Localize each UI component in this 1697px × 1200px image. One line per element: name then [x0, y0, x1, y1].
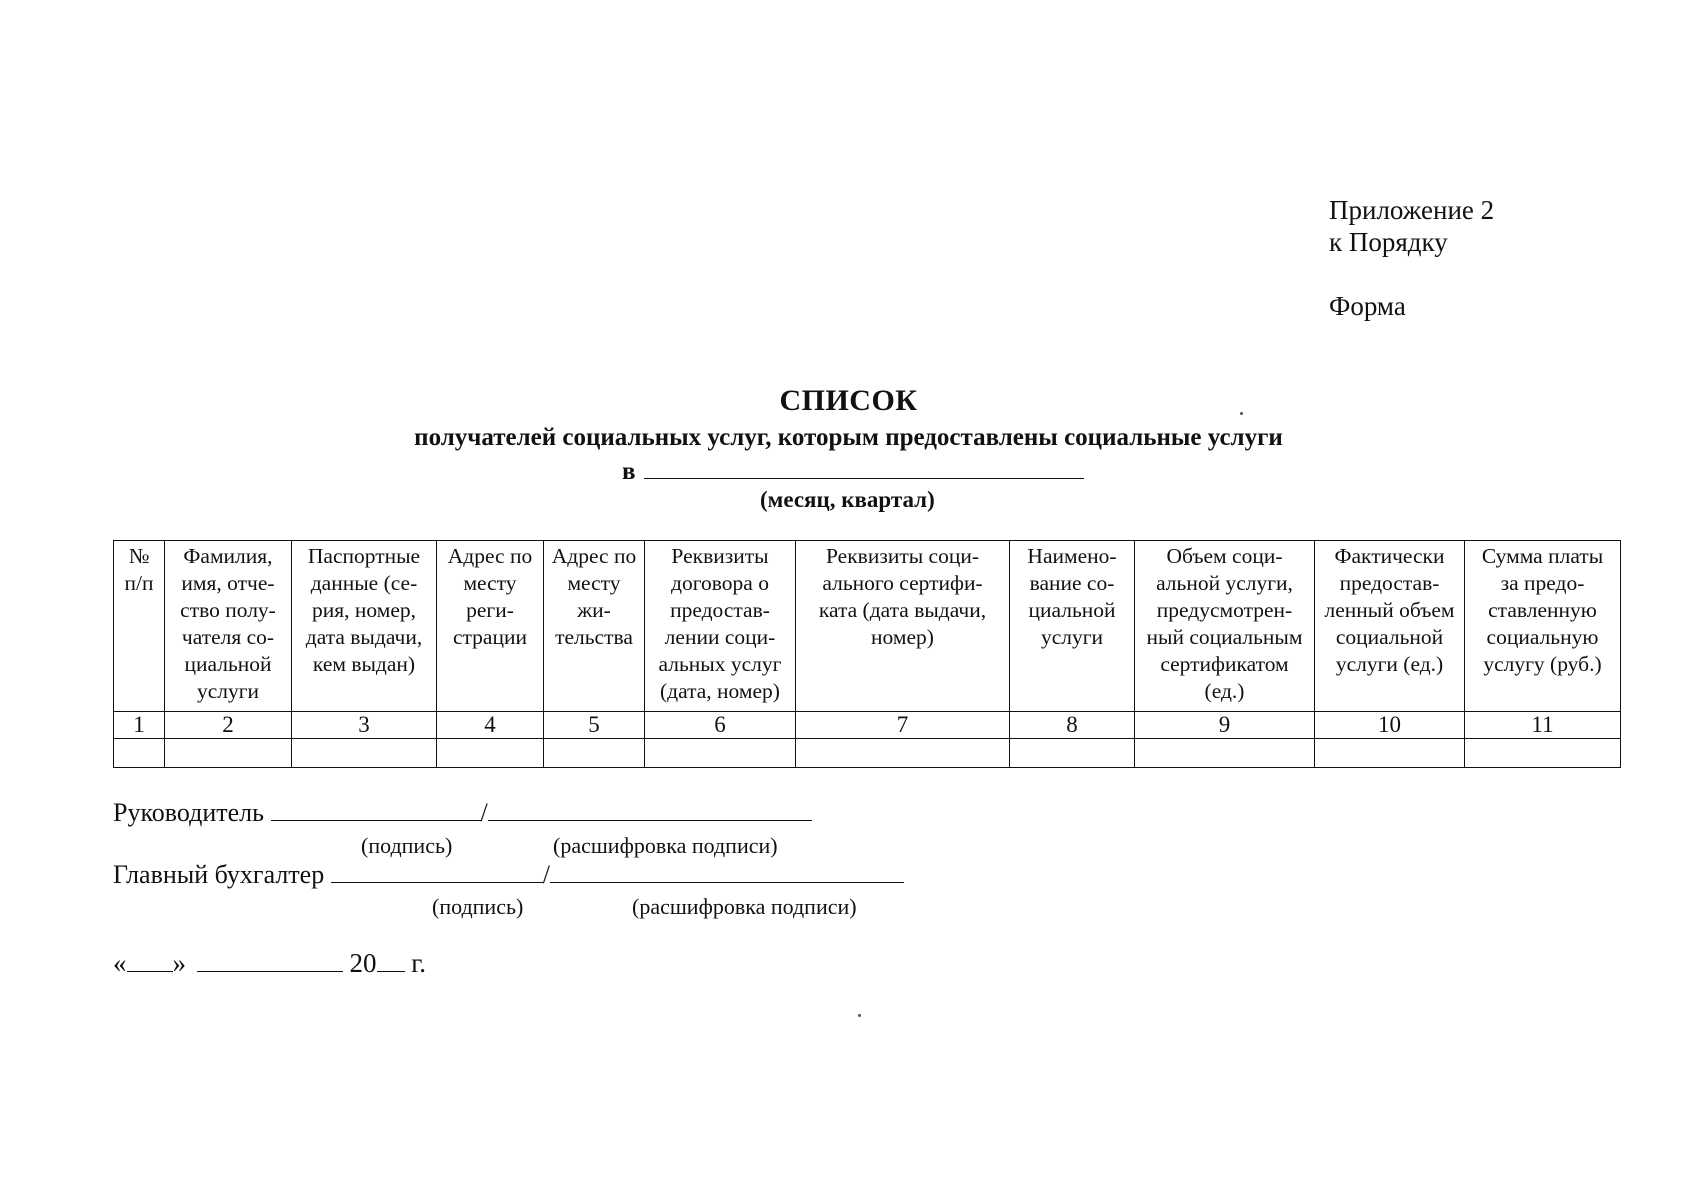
- header-cell-certificate-details: Реквизиты соци- ального сертифи- ката (дата выдачи, номер): [796, 541, 1010, 712]
- head-decode-field[interactable]: [488, 800, 812, 821]
- table-column-numbers-row: [114, 712, 1621, 739]
- header-cell-residence-address: Адрес по месту жи- тельства: [544, 541, 645, 712]
- period-line: [622, 456, 1084, 486]
- scan-speck: [858, 1014, 861, 1017]
- accountant-decode-hint: (расшифровка подписи): [632, 894, 857, 919]
- header-cell-service-name: Наимено- вание со- циальной услуги: [1010, 541, 1135, 712]
- head-decode-hint: (расшифровка подписи): [553, 833, 778, 858]
- appendix-number: Приложение 2: [1329, 195, 1495, 225]
- table-row: [114, 739, 1621, 768]
- table-cell[interactable]: [544, 739, 645, 768]
- recipients-table: [113, 540, 1621, 768]
- table-cell[interactable]: [1010, 739, 1135, 768]
- accountant-sign-hint: (подпись): [432, 894, 524, 919]
- column-number-cell: 2: [165, 712, 292, 739]
- period-prefix: в: [622, 458, 636, 485]
- document-subtitle: получателей социальных услуг, которым предоставлены социальные услуги: [414, 424, 1283, 451]
- table-header-row: [114, 541, 1621, 712]
- day-field[interactable]: [127, 951, 173, 972]
- scan-speck: [1240, 412, 1243, 415]
- accountant-signature-field[interactable]: [331, 862, 543, 883]
- form-label: Форма: [1329, 291, 1406, 321]
- date-line: [113, 948, 426, 979]
- table-cell[interactable]: [1465, 739, 1621, 768]
- column-number-cell: 1: [114, 712, 165, 739]
- period-hint: (месяц, квартал): [760, 487, 935, 512]
- column-number-cell: 5: [544, 712, 645, 739]
- signature-slash: /: [480, 798, 488, 827]
- column-number-cell: 9: [1135, 712, 1315, 739]
- column-number-cell: 3: [292, 712, 437, 739]
- document-title: СПИСОК: [779, 384, 918, 417]
- column-number-cell: 11: [1465, 712, 1621, 739]
- header-cell-contract-details: Реквизиты договора о предостав- лении соци- альных услуг (дата, номер): [645, 541, 796, 712]
- table-cell[interactable]: [1315, 739, 1465, 768]
- date-close-quote: »: [172, 948, 186, 978]
- table-cell[interactable]: [645, 739, 796, 768]
- header-cell-passport: Паспортные данные (се- рия, номер, дата выдачи, кем выдан): [292, 541, 437, 712]
- header-cell-actual-volume: Фактически предостав- ленный объем социальной услуги (ед.): [1315, 541, 1465, 712]
- column-number-cell: 7: [796, 712, 1010, 739]
- table-cell[interactable]: [796, 739, 1010, 768]
- month-field[interactable]: [197, 951, 343, 972]
- accountant-label: Главный бухгалтер: [113, 860, 325, 889]
- year-field[interactable]: [377, 951, 405, 972]
- header-cell-certificate-volume: Объем соци- альной услуги, предусмотрен- ный социальным сертификатом (ед.): [1135, 541, 1315, 712]
- appendix-reference: к Порядку: [1329, 227, 1448, 257]
- accountant-decode-field[interactable]: [550, 862, 904, 883]
- period-blank-field[interactable]: [644, 456, 1084, 479]
- table-cell[interactable]: [114, 739, 165, 768]
- head-label: Руководитель: [113, 798, 264, 827]
- head-signature-line: [113, 798, 812, 828]
- head-signature-field[interactable]: [271, 800, 481, 821]
- column-number-cell: 8: [1010, 712, 1135, 739]
- column-number-cell: 4: [437, 712, 544, 739]
- date-open-quote: «: [113, 948, 127, 978]
- header-cell-number: № п/п: [114, 541, 165, 712]
- head-sign-hint: (подпись): [361, 833, 453, 858]
- table-cell[interactable]: [165, 739, 292, 768]
- header-cell-registration-address: Адрес по месту реги- страции: [437, 541, 544, 712]
- column-number-cell: 6: [645, 712, 796, 739]
- year-prefix: 20: [349, 948, 377, 978]
- appendix-header: [1329, 194, 1494, 322]
- table-cell[interactable]: [292, 739, 437, 768]
- signature-slash: /: [542, 860, 550, 889]
- header-cell-payment-amount: Сумма платы за предо- ставленную социальную услугу (руб.): [1465, 541, 1621, 712]
- header-cell-full-name: Фамилия, имя, отче- ство полу- чателя со- циальной услуги: [165, 541, 292, 712]
- table-cell[interactable]: [1135, 739, 1315, 768]
- table-cell[interactable]: [437, 739, 544, 768]
- year-suffix: г.: [411, 948, 427, 978]
- accountant-signature-line: [113, 860, 904, 890]
- column-number-cell: 10: [1315, 712, 1465, 739]
